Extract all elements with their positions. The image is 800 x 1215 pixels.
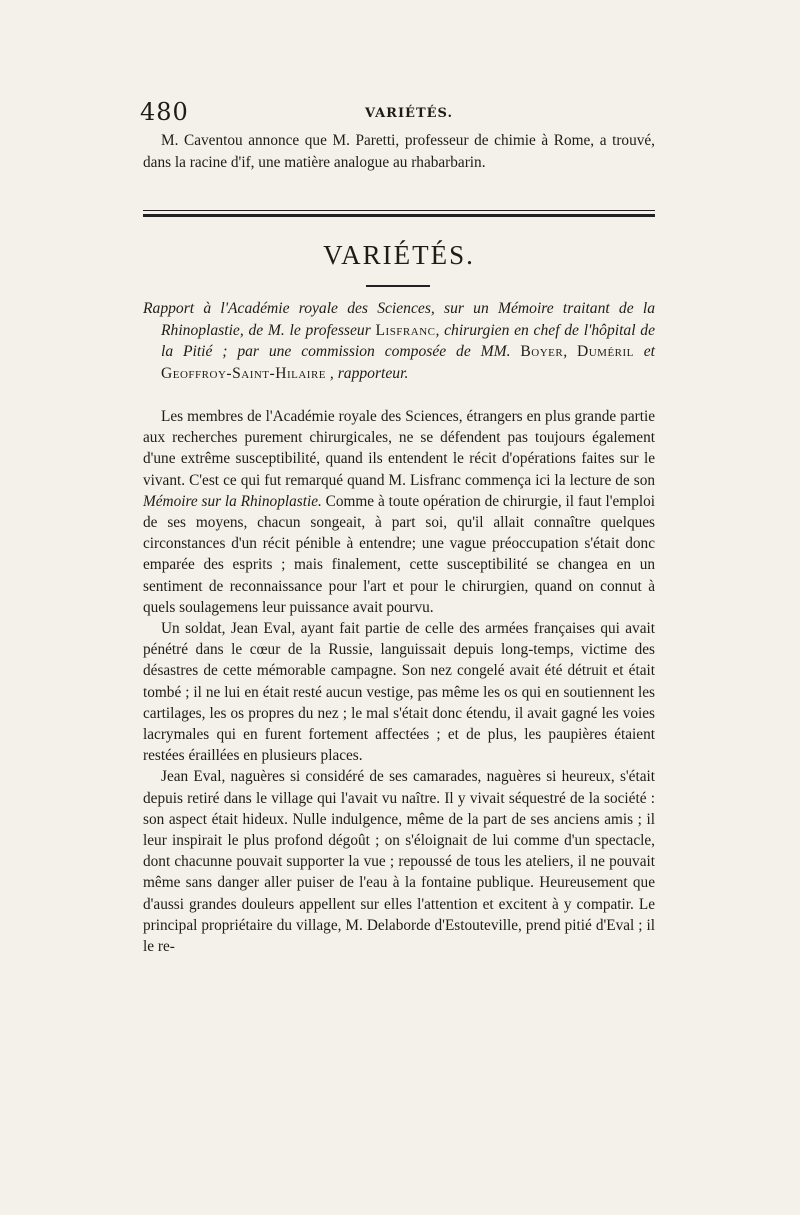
report-body: [143, 406, 655, 957]
section-title: VARIÉTÉS.: [323, 240, 475, 270]
member-boyer: Boyer: [520, 343, 564, 360]
p1-memoire-title: Mémoire sur la Rhinoplastie.: [143, 492, 322, 510]
title-underline: [366, 285, 430, 287]
member-separator: ,: [563, 343, 577, 360]
intro-paragraph: M. Caventou annonce que M. Paretti, professeur de chimie à Rome, a trouvé, dans la racine d'if, une matière analogue au rhabarbarin.: [143, 132, 655, 171]
member-geoffroy: Geoffroy-Saint-Hilaire: [161, 364, 327, 382]
member-and: et: [633, 343, 656, 360]
running-title: VARIÉTÉS.: [365, 106, 453, 121]
body-paragraph-1: [143, 406, 655, 618]
report-subtitle: [143, 298, 655, 384]
subtitle-text-1: Rapport à l'Académie royale des Sciences, sur un Mémoire traitant de la Rhinoplastie, de M. le professeur: [143, 300, 655, 339]
member-role: , rapporteur.: [326, 364, 409, 382]
subtitle-text-2: , chirurgien en chef de l'hôpital de la Pitié ; par une commission composée de MM.: [161, 321, 655, 360]
member-dumeril: Duméril: [576, 343, 634, 360]
surgeon-name: Lisfranc: [375, 321, 436, 339]
body-paragraph-2: Un soldat, Jean Eval, ayant fait partie de celle des armées françaises qui avait pénétré dans le cœur de la Russie, languissait depuis long-temps, victime des désastres de cette mémorable campagne. Son nez congelé avait été détruit et était tombé ; il ne lui en était resté aucun vestige, pas même les os qui en soutiennent les cartilages, les os propres du nez ; le mal s'était donc étendu, il avait gagné les voies lacrymales qui en furent fortement affectées ; et de plus, les paupières étaient restées éraillées en plusieurs places.: [143, 620, 655, 765]
section-divider: [143, 210, 655, 218]
p1-text-b: Comme à toute opération de chirurgie, il faut l'emploi de ses moyens, chacun songeait, à part soi, qu'il allait connaître quelques circonstances d'un récit pénible à entendre; une vague préoccupation s'était donc emparée des esprits ; mais finalement, cette susceptibilité se changea en un sentiment de reconnaissance pour l'art et pour le chirurgien, quand on connut à quels soulagemens leur puissance avait pourvu.: [143, 492, 656, 616]
running-head: [140, 98, 660, 128]
body-paragraph-3: Jean Eval, naguères si considéré de ses camarades, naguères si heureux, s'était depuis retiré dans le village qui l'avait vu naître. Il y vivait séquestré de la société : son aspect était hideux. Nulle indulgence, même de la part de ses anciens amis ; il leur inspirait le plus profond dégoût ; on s'éloignait de lui comme d'un spectacle, dont chacunne pouvait supporter la vue ; repoussé de tous les ateliers, il ne pouvait même sans danger aller puiser de l'eau à la fontaine publique. Heureusement que d'aussi grandes douleurs appellent sur elles l'attention et excitent à y compatir. Le principal propriétaire du village, M. Delaborde d'Estouteville, prend pitié d'Eval ; il le re-: [143, 768, 655, 956]
p1-text-a: Les membres de l'Académie royale des Sciences, étrangers en plus grande partie aux recherches purement chirurgicales, ne se défendent pas toujours également d'une extrême susceptibilité, quand ils entendent le récit d'opérations faites sur le vivant. C'est ce qui fut remarqué quand M. Lisfranc commença ici la lecture de son: [143, 408, 655, 489]
page-number: 480: [140, 98, 189, 126]
